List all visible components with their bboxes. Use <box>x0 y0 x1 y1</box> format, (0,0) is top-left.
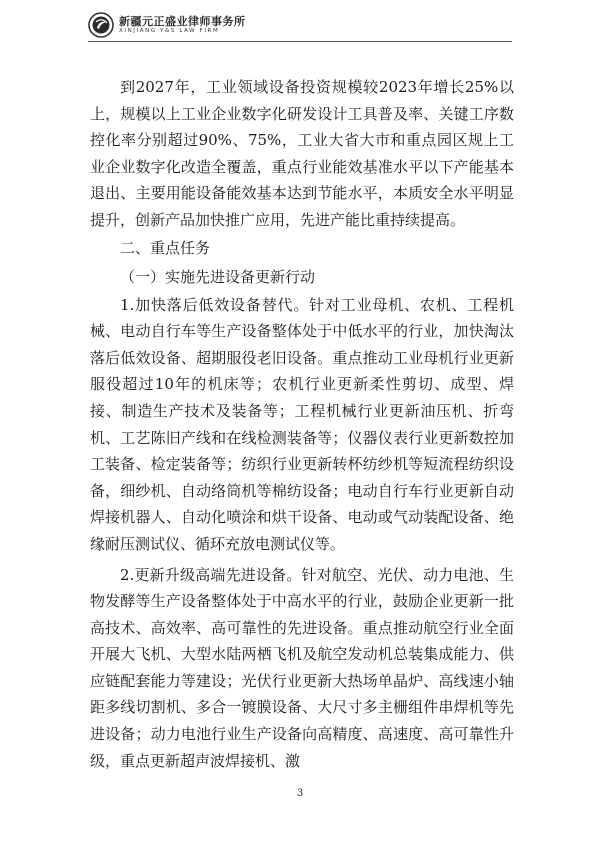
subsection-heading: （一）实施先进设备更新行动 <box>120 267 316 286</box>
firm-name-en: XINJIANG Y&S LAW FIRM <box>119 27 220 34</box>
paragraph-item-2: 2.更新升级高端先进设备。针对航空、光伏、动力电池、生物发酵等生产设备整体处于中高水平的行业，鼓励企业更新一批高技术、高效率、高可靠性的先进设备。重点推动航空行业全面开展大飞机、大型水陆两栖飞机及航空发动机总装集成能力、供应链配套能力等建设；光伏行业更新大热场单晶炉、高线速小轴距多线切割机、多合一镀膜设备、大尺寸多主栅组件串焊机等先进设备；动力电池行业生产设备向高精度、高速度、高可靠性升级，重点更新超声波焊接机、激 <box>90 565 514 770</box>
document-header <box>88 12 246 38</box>
firm-name-cn: 新疆元正盛业律师事务所 <box>119 14 246 28</box>
section-heading: 二、重点任务 <box>120 238 211 257</box>
paragraph-item-1: 1.加快落后低效设备替代。针对工业母机、农机、工程机械、电动自行车等生产设备整体处于中低水平的行业，加快淘汰落后低效设备、超期服役老旧设备。重点推动工业母机行业更新服役超过10年的机床等；农机行业更新柔性剪切、成型、焊接、制造生产技术及装备等；工程机械行业更新油压机、折弯机、工艺陈旧产线和在线检测装备等；仪器仪表行业更新数控加工装备、检定装备等；纺织行业更新转杯纺纱机等短流程纺织设备，细纱机、自动络筒机等棉纺设备；电动自行车行业更新自动焊接机器人、自动化喷涂和烘干设备、电动或气动装配设备、绝缘耐压测试仪、循环充放电测试仪等。 <box>90 295 514 553</box>
document-body <box>90 74 514 774</box>
header-divider <box>88 41 512 42</box>
firm-name <box>119 16 246 35</box>
firm-logo-icon <box>88 12 114 38</box>
paragraph-goals: 到2027年，工业领域设备投资规模较2023年增长25%以上，规模以上工业企业数字化研发设计工具普及率、关键工序数控化率分别超过90%、75%，工业大省大市和重点园区规上工业企业数字化改造全覆盖，重点行业能效基准水平以下产能基本退出、主要用能设备能效基本达到节能水平，本质安全水平明显提升，创新产品加快推广应用，先进产能比重持续提高。 <box>90 78 514 229</box>
page-number: 3 <box>296 788 304 799</box>
